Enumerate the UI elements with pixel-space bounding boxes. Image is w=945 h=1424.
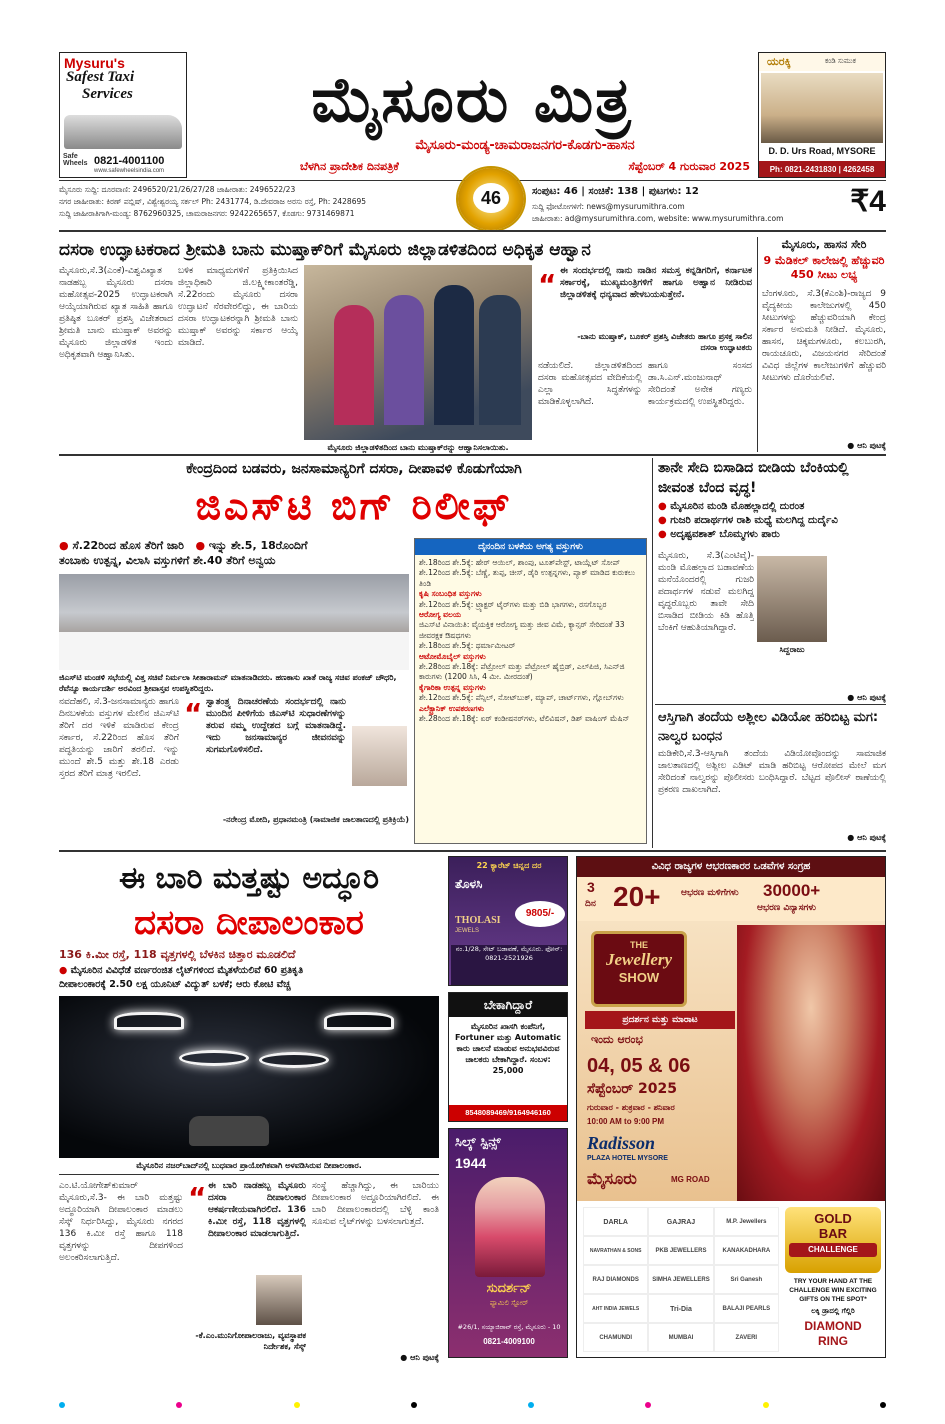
gst-bullet-3: ತಂಬಾಕು ಉತ್ಪನ್ನ, ವಿಲಾಸಿ ವಸ್ತುಗಳಿಗೆ ಶೇ.40 ತೆರಿಗೆ ಅನ್ವಯ	[59, 554, 276, 567]
brand-logo: NAVRATHAN & SONS	[583, 1236, 648, 1265]
saree-model-image	[475, 1177, 545, 1277]
tholasi-addr: ನಂ.1/28, ಸೇಟ್ ಬಡಾವಣೆ, ಮೈಸೂರು. ಫೋನ್: 0821-2521926	[451, 945, 567, 985]
js-venue-1: Radisson	[587, 1133, 656, 1153]
tholasi-price: 9805/-	[515, 901, 565, 927]
js-ring-3: RING	[818, 1334, 848, 1348]
js-logo	[591, 931, 687, 1007]
jewel-ad-addr: D. D. Urs Road, MYSORE	[768, 146, 876, 156]
gst-items-box	[414, 538, 647, 844]
silk-title: ಸಿಲ್ಕ್ ಸ್ಪಿನ್ಸ್	[455, 1135, 501, 1150]
gst-item-heading: ಕೈಗಾರಿಕಾ ಉತ್ಪನ್ನ ವಸ್ತುಗಳು	[419, 682, 486, 692]
oldman-bullet-1: ● ಮೈಸೂರಿನ ಮಂಡಿ ಮೊಹಲ್ಲಾದಲ್ಲಿ ದುರಂತ	[658, 500, 886, 514]
contact-left-3: ಸುದ್ದಿ ಜಾಹೀರಾತಿಗಾಗಿ-ಮಂಡ್ಯ: 8762960325, ಚಾಮರಾಜನಗರ: 9242265657, ಕೊಡಗು: 9731469871	[59, 209, 355, 218]
brand-logo: DARLA	[583, 1207, 648, 1236]
silk-year: 1944	[455, 1155, 487, 1171]
jewel-shop-ad[interactable]	[758, 52, 886, 178]
gst-item-heading: ಆಟೋಮೊಬೈಲ್ ವಸ್ತುಗಳು	[419, 651, 486, 661]
gst-headline[interactable]: ಜಿಎಸ್‌ಟಿ ಬಿಗ್ ರಿಲೀಫ್	[195, 484, 513, 528]
oldman-byline: ● ಆನಿ ಪುಟಕ್ಕೆ	[847, 693, 886, 702]
lead-quote: ಈ ಸಂದರ್ಭದಲ್ಲಿ ನಾನು ನಾಡಿನ ಸಮಸ್ತ ಕನ್ನಡಿಗರಿಗೆ, ಕರ್ನಾಟಕ ಸರ್ಕಾರಕ್ಕೆ, ಮುಖ್ಯಮಂತ್ರಿಗಳಿಗೆ ಹಾಗೂ ಅಹ್ವಾನ ನೀಡಿರುವ ಜಿಲ್ಲಾಡಳಿತಕ್ಕೆ ಧನ್ಯವಾದ ಹೇಳಬಯಸುತ್ತೇನೆ.	[560, 266, 752, 300]
gst-bullets	[59, 538, 409, 568]
light-decoration-icon	[324, 1012, 394, 1030]
dasara-bullet-1: ● ಮೈಸೂರಿನ ವಿವಿಧೆಡೆ ವರ್ಣರಂಜಿತ ಲೈಟ್‌ಗಳಿಂದ ಮೈತಳೆಯಲಿವೆ 60 ಪ್ರತಿಕೃತಿ	[59, 964, 439, 978]
lead-col1: ಮೈಸೂರು,ಸೆ.3(ಎಂಕೆ)-ವಿಶ್ವವಿಖ್ಯಾತ ನಾಡಹಬ್ಬ ಮೈಸೂರು ದಸರಾ ಮಹೋತ್ಸವ-2025 ಉದ್ಘಾಟಕರಾಗಿ ಆಯ್ಕೆಯಾಗಿರುವ ಖ್ಯಾತ ಸಾಹಿತಿ ಹಾಗೂ ಪ್ರತಿಷ್ಠಿತ ಬೂಕರ್ ಪ್ರಶಸ್ತಿ ವಿಜೇತರಾದ ಶ್ರೀಮತಿ ಬಾನು ಮುಷ್ತಾಕ್ ಅವರನ್ನು ಮೈಸೂರು ಜಿಲ್ಲಾಡಳಿತ ಇಂದು ಅಧಿಕೃತವಾಗಿ ಆಹ್ವಾನಿಸಿತು.	[59, 266, 173, 360]
js-try-text: TRY YOUR HAND AT THE CHALLENGE WIN EXCITING GIFTS ON THE SPOT*	[789, 1278, 877, 1303]
wanted-ad[interactable]	[448, 992, 568, 1122]
wanted-title: ಬೇಕಾಗಿದ್ದಾರೆ	[449, 993, 567, 1017]
contact-left-2: ನಗರ ಜಾಹೀರಾತು: ಕಿರಣ್ ಪಬ್ಲಿಷ್, ವಿಶ್ವೇಶ್ವರಯ್ಯ ಸರ್ಕಲ್ Ph: 2431774, ಡಿ.ದೇವರಾಜ ಅರಸು ರಸ್ತೆ, Ph: 2428695	[59, 197, 367, 206]
quote-mark-icon: “	[538, 268, 557, 301]
oldman-photo	[757, 556, 827, 642]
modi-photo	[352, 726, 407, 786]
gst-photo-caption: ಜಿಎಸ್‌ಟಿ ಮಂಡಳಿ ಸಭೆಯಲ್ಲಿ ವಿತ್ತ ಸಚಿವೆ ನಿರ್ಮಲಾ ಸೀತಾರಾಮನ್ ಮಾತನಾಡಿದರು. ಹಣಕಾಸು ಖಾತೆ ರಾಜ್ಯ ಸಚಿವ ಪಂಕಜ್ ಚೌಧರಿ, ರೆವೆನ್ಯೂ ಕಾರ್ಯದರ್ಶಿ ಅರವಿಂದ ಶ್ರೀವಾಸ್ತವ ಉಪಸ್ಥಿತರಿದ್ದರು.	[59, 673, 397, 693]
js-days-label: ದಿನ	[585, 899, 596, 909]
tholasi-brand: THOLASI	[455, 915, 501, 926]
side-body: ಬೆಂಗಳೂರು, ಸೆ.3(ಕೆಎಂಶಿ)-ರಾಜ್ಯದ 9 ವೈದ್ಯಕೀಯ ಕಾಲೇಜುಗಳಲ್ಲಿ 450 ಸೀಟುಗಳನ್ನು ಹೆಚ್ಚುವರಿಯಾಗಿ ಕೇಂದ್ರ ಸರ್ಕಾರ ಅನುಮತಿ ನೀಡಿದೆ. ಮೈಸೂರು, ಹಾಸನ, ಚಿಕ್ಕಮಗಳೂರು, ಕಲಬುರಗಿ, ರಾಯಚೂರು, ವಿಜಯನಗರ ಸೇರಿದಂತೆ ವಿವಿಧ ಜಿಲ್ಲೆಗಳ ಕಾಲೇಜುಗಳಿಗೆ ಹೆಚ್ಚುವರಿ ಸೀಟುಗಳು ದೊರೆಯಲಿವೆ.	[762, 289, 886, 383]
gst-quote-text: ಸ್ವಾತಂತ್ರ್ಯ ದಿನಾಚರಣೆಯ ಸಂದರ್ಭದಲ್ಲಿ ನಾನು ಮುಂದಿನ ಪೀಳಿಗೆಯ ಜಿಎಸ್‌ಟಿ ಸುಧಾರಣೆಗಳನ್ನು ತರುವ ನಮ್ಮ ಉದ್ದೇಶದ ಬಗ್ಗೆ ಮಾತನಾಡಿದ್ದೆ. ಇದು ಜನಸಾಮಾನ್ಯರ ಜೀವನವನ್ನು ಸುಗಮಗೊಳಿಸಲಿದೆ.	[206, 697, 346, 755]
js-ring-2: DIAMOND	[804, 1319, 862, 1333]
contact-right-1: ಸುದ್ದಿ ಫೋಟೋಗಳಿಗೆ: news@mysurumithra.com	[532, 202, 685, 211]
gold-bar-3: CHALLENGE	[789, 1243, 877, 1257]
gst-item-heading: ಕೃಷಿ ಸಂಬಂಧಿತ ವಸ್ತುಗಳು	[419, 589, 482, 599]
jewel-shop-photo	[761, 73, 883, 143]
edition-line: ಬೆಳಗಿನ ಪ್ರಾದೇಶಿಕ ದಿನಪತ್ರಿಕೆ	[300, 160, 399, 173]
side-byline: ● ಆನಿ ಪುಟಕ್ಕೆ	[847, 441, 886, 450]
volume-info: ಸಂಪುಟ: 46 | ಸಂಚಿಕೆ: 138 | ಪುಟಗಳು: 12	[532, 186, 699, 197]
js-designs: 30000+	[763, 881, 821, 900]
dasara-caption: ಮೈಸೂರಿನ ನಜರ್‌ಬಾದ್‌ನಲ್ಲಿ ಬುಧವಾರ ಪ್ರಾಯೋಗಿಕವಾಗಿ ಅಳವಡಿಸಿರುವ ದೀಪಾಲಂಕಾರ.	[136, 1161, 362, 1170]
taxi-image	[64, 115, 182, 149]
js-logo-3: SHOW	[618, 970, 660, 985]
video-headline[interactable]: ಆಸ್ತಿಗಾಗಿ ತಂದೆಯ ಅಶ್ಲೀಲ ವಿಡಿಯೋ ಹರಿಬಿಟ್ಟ ಮಗ: ನಾಲ್ವರ ಬಂಧನ	[658, 710, 879, 744]
tholasi-top: 22 ಕ್ಯಾರೆಟ್ ಚಿನ್ನದ ದರ	[476, 861, 542, 870]
taxi-ad-title1: Mysuru's	[64, 55, 125, 71]
gst-meeting-photo[interactable]	[59, 574, 409, 670]
brand-logo: AHT INDIA JEWELS	[583, 1294, 648, 1323]
tholasi-name: ತೊಳಸಿ	[455, 877, 483, 891]
gst-item-heading: ಆರೋಗ್ಯ ವಲಯ	[419, 610, 462, 620]
lead-col4: ನಡೆಯಲಿದೆ. ಜಿಲ್ಲಾಡಳಿತದಿಂದ ದಸರಾ ಮಹೋತ್ಸವದ ವೇದಿಕೆಯಲ್ಲಿ ಎಲ್ಲಾ ಸಿದ್ಧತೆಗಳನ್ನು ಮಾಡಿಕೊಳ್ಳಲಾಗಿದೆ.	[538, 361, 642, 407]
oldman-bullet-2: ● ಗುಜರಿ ಪದಾರ್ಥಗಳ ರಾಶಿ ಮಧ್ಯೆ ಮಲಗಿದ್ದ ದುರ್ದೈವಿ	[658, 514, 886, 528]
gst-quote-by: -ನರೇಂದ್ರ ಮೋದಿ, ಪ್ರಧಾನಮಂತ್ರಿ (ಸಾಮಾಜಿಕ ಜಾಲತಾಣದಲ್ಲಿ ಪ್ರತಿಕ್ರಿಯೆ)	[222, 815, 409, 824]
taxi-ad-brand: Safe Wheels	[63, 153, 88, 167]
gst-bullet-1: ● ಸೆ.22ರಿಂದ ಹೊಸ ತೆರಿಗೆ ಜಾರಿ	[59, 539, 184, 552]
lead-col5: ಹಾಗೂ ಸಂಸದ ಡಾ.ಸಿ.ಎನ್.ಮಂಜುನಾಥ್ ಸೇರಿದಂತೆ ಅನೇಕ ಗಣ್ಯರು ಕಾರ್ಯಕ್ರಮದಲ್ಲಿ ಉಪಸ್ಥಿತರಿದ್ದರು.	[648, 361, 752, 407]
oldman-bullet-3: ● ಅದೃಷ್ಟವಶಾತ್ ಬೊಮ್ಮಗಳು ಪಾರು	[658, 528, 886, 542]
silk-brand: ಸುದರ್ಶನ್	[486, 1281, 532, 1296]
brand-logo: CHAMUNDI	[583, 1323, 648, 1352]
brand-logo: KANAKADHARA	[714, 1236, 779, 1265]
silk-sub: ಫ್ಯಾಮಿಲಿ ಸ್ಟೋರ್	[489, 1299, 529, 1307]
contact-left-1: ಮೈಸೂರು ಸುದ್ದಿ: ದೂರವಾಣಿ: 2496520/21/26/27/28 ಜಾಹೀರಾತು: 2496522/23	[59, 185, 296, 194]
js-model-image	[737, 925, 885, 1201]
lead-quote-by: -ಬಾನು ಮುಷ್ತಾಕ್, ಬೂಕರ್ ಪ್ರಶಸ್ತಿ ವಿಜೇತರು ಹಾಗೂ ಪ್ರಸಕ್ತ ಸಾಲಿನ ದಸರಾ ಉದ್ಘಾಟಕರು	[577, 332, 752, 352]
dasara-body-3: ಸಂಸ್ಥೆ ಹೆಚ್ಚಾಗಿದ್ದು, ಈ ಬಾರಿಯು ದೀಪಾಲಂಕಾರ ಅದ್ದೂರಿಯಾಗಿರಲಿದೆ. ಈ ಬಾರಿ ದೀಪಾಲಂಕಾರದಲ್ಲಿ ಬೆಳ್ಳಿ ಕಾಂತಿ ಸೂಸುವ ಲೈಟ್‌ಗಳನ್ನು ಬಳಸಲಾಗುತ್ತದೆ.	[312, 1181, 439, 1227]
js-start: ಇಂದು ಆರಂಭ	[591, 1033, 643, 1046]
gst-item: ಜಿಎಸ್‌ಟಿ ವಿನಾಯಿತಿ: ವೈಯಕ್ತಿಕ ಆರೋಗ್ಯ ಮತ್ತು ಜೀವ ವಿಮೆ, ಕ್ಯಾನ್ಸರ್ ಸೇರಿದಂತೆ 33 ಜೀವರಕ್ಷಕ ಔಷಧಗಳು	[419, 620, 625, 640]
side-kicker: ಮೈಸೂರು, ಹಾಸನ ಸೇರಿ	[781, 238, 867, 251]
brand-logo: MUMBAI	[648, 1323, 713, 1352]
gst-box-title: ದೈನಂದಿನ ಬಳಕೆಯ ಅಗತ್ಯ ವಸ್ತುಗಳು	[415, 539, 646, 555]
tholasi-sub: JEWELS	[455, 928, 480, 934]
wanted-body: ಮೈಸೂರಿನ ಖಾಸಗಿ ಕಂಪೆನಿಗೆ, Fortuner ಮತ್ತು Automatic ಕಾರು ಚಾಲನೆ ಮಾಡುವ ಅನುಭವವಿರುವ ಚಾಲಕರು ಬೇಕಾಗಿದ್ದಾರೆ. ಸಂಬಳ: 25,000	[454, 1022, 562, 1075]
quote-mark-icon: “	[184, 697, 203, 730]
brand-logo: Sri Ganesh	[714, 1265, 779, 1294]
silk-ad[interactable]	[448, 1128, 568, 1358]
brand-logo: GAJRAJ	[648, 1207, 713, 1236]
anniversary-number: 46	[473, 183, 509, 213]
js-road: MG ROAD	[671, 1175, 710, 1184]
gst-item: ಶೇ.28ರಿಂದ ಶೇ.18ಕ್ಕೆ: ಏರ್ ಕಂಡೀಷನರ್‌ಗಳು, ಟೆಲಿವಿಷನ್, ಡಿಶ್ ವಾಷಿಂಗ್ ಮೆಷಿನ್	[419, 714, 630, 724]
taxi-ad-title3: Services	[82, 86, 133, 102]
lead-photo-caption: ಮೈಸೂರು ಜಿಲ್ಲಾಡಳಿತದಿಂದ ಬಾನು ಮುಷ್ತಾಕ್‌ರನ್ನು ಆಹ್ವಾನಿಸಲಾಯಿತು.	[327, 443, 509, 452]
silk-phone: 0821-4009100	[483, 1337, 535, 1346]
dasara-line1[interactable]: ಈ ಬಾರಿ ಮತ್ತಷ್ಟು ಅದ್ಧೂರಿ	[119, 861, 379, 896]
official-photo	[256, 1275, 302, 1325]
gst-item: ಶೇ.12ರಿಂದ ಶೇ.5ಕ್ಕೆ: ಬೆಣ್ಣೆ, ತುಪ್ಪ, ಚೀಸ್, ಡೈರಿ ಉತ್ಪನ್ನಗಳು, ಪ್ಯಾಕ್ ಮಾಡಿದ ಕುರುಕಲು ತಿಂಡಿ	[419, 568, 636, 588]
js-month: ಸೆಪ್ಟೆಂಬರ್ 2025	[587, 1081, 677, 1097]
brand-logo: PKB JEWELLERS	[648, 1236, 713, 1265]
js-days-of-week: ಗುರುವಾರ - ಶುಕ್ರವಾರ - ಶನಿವಾರ	[587, 1103, 675, 1112]
gst-item: ಶೇ.28ರಿಂದ ಶೇ.18ಕ್ಕೆ: ಪೆಟ್ರೋಲ್ ಮತ್ತು ಪೆಟ್ರೋಲ್ ಹೈಬ್ರಿಡ್, ಎಲ್‌ಪಿಜಿ, ಸಿಎನ್‌ಜಿ ಕಾರುಗಳು (1200 ಸಿಸಿ, 4 ಮೀ. ಮೀರದಂತೆ)	[419, 662, 625, 682]
light-decoration-icon	[179, 1050, 249, 1066]
print-color-marks	[59, 1402, 886, 1410]
masthead: ಮೈಸೂರು ಮಿತ್ರ	[311, 63, 633, 136]
oldman-body-1: ಮೈಸೂರು, ಸೆ.3(ಎಂಟಿವೈ)-ಮಂಡಿ ಮೊಹಲ್ಲಾದ ಬಡಾವಣೆಯ ಮನೆಯೊಂದರಲ್ಲಿ ಗುಜರಿ ಪದಾರ್ಥಗಳ ನಡುವೆ ಮಲಗಿದ್ದ ವೃದ್ಧರೊಬ್ಬರು ತಾವೇ ಸೇದಿ ಬಿಸಾಡಿದ ಬೀಡಿಯ ಕಿಡಿ ಹೊತ್ತಿ ಬೆಂಕಿಗೆ ಆಹುತಿಯಾಗಿದ್ದಾರೆ.	[658, 551, 754, 633]
taxi-ad-web: www.safewheelsindia.com	[94, 168, 165, 174]
oldman-bullets	[658, 500, 886, 542]
js-time: 10:00 AM to 9:00 PM	[587, 1117, 665, 1126]
gst-item: ಶೇ.18ರಿಂದ ಶೇ.5ಕ್ಕೆ: ಥರ್ಮಾಮೀಟರ್	[419, 641, 516, 651]
contact-right-2: ಜಾಹೀರಾತು: ad@mysurumithra.com, website: www.mysurumithra.com	[532, 214, 784, 223]
wanted-phone: 8548089469/9164946160	[449, 1105, 567, 1121]
dasara-line2[interactable]: ದಸರಾ ದೀಪಾಲಂಕಾರ	[134, 903, 364, 943]
brand-logo: ZAVERI	[714, 1323, 779, 1352]
lead-col2: ಬಳಿಕ ಮಾಧ್ಯಮಗಳಿಗೆ ಪ್ರತಿಕ್ರಿಯಿಸಿದ ಜಿಲ್ಲಾಧಿಕಾರಿ ಜಿ.ಲಕ್ಷ್ಮೀಕಾಂತರೆಡ್ಡಿ, ಸೆ.22ರಂದು ಮೈಸೂರು ದಸರಾ ಉದ್ಘಾಟನೆ ನೆರವೇರಲಿದ್ದು, ಈ ಬಾರಿಯ ದಸರಾ ಉದ್ಘಾಟಕರನ್ನಾಗಿ ಶ್ರೀಮತಿ ಬಾನು ಮುಷ್ತಾಕ್ ಅವರನ್ನು ಸರ್ಕಾರ ಆಯ್ಕೆ ಮಾಡಿದೆ.	[178, 266, 298, 348]
side-headline[interactable]: 9 ಮೆಡಿಕಲ್ ಕಾಲೇಜಲ್ಲಿ ಹೆಚ್ಚುವರಿ 450 ಸೀಟು ಲಭ್ಯ	[763, 254, 885, 281]
gst-bullet-2: ● ಇನ್ನು ಶೇ.5, 18ರೊಂದಿಗೆ	[195, 539, 307, 552]
gst-item: ಶೇ.12ರಿಂದ ಶೇ.5ಕ್ಕೆ: ಪೆನ್ಸಿಲ್, ನೋಟ್‌ಬುಕ್, ಮ್ಯಾಪ್, ಚಾರ್ಟ್‌ಗಳು, ಗ್ಲೋಬ್‌ಗಳು	[419, 693, 624, 703]
lead-quote-box	[538, 265, 752, 355]
issue-date: ಸೆಪ್ಟೆಂಬರ್ 4 ಗುರುವಾರ 2025	[628, 160, 750, 173]
lead-photo[interactable]	[304, 265, 532, 440]
dasara-photo[interactable]	[59, 996, 439, 1158]
jewellery-show-ad[interactable]	[576, 856, 886, 1358]
js-brand-grid	[583, 1207, 779, 1353]
js-logo-2: Jewellery	[605, 950, 673, 969]
jewel-ad-phone: Ph: 0821-2431830 | 4262458	[759, 161, 885, 178]
gst-item: ಶೇ.18ರಿಂದ ಶೇ.5ಕ್ಕೆ: ಹೇರ್ ಆಯಿಲ್, ಶಾಂಪು, ಟೂತ್‌ಪೇಸ್ಟ್, ಟಾಯ್ಲೆಟ್ ಸೋಪ್	[419, 558, 621, 567]
gold-bar-badge	[785, 1207, 881, 1273]
quote-mark-icon: “	[188, 1181, 207, 1214]
js-stalls-label: ಆಭರಣ ಮಳಿಗೆಗಳು	[681, 888, 739, 898]
brand-logo: RAJ DIAMONDS	[583, 1265, 648, 1294]
brand-logo: SIMHA JEWELLERS	[648, 1265, 713, 1294]
gst-body-1: ನವದೆಹಲಿ, ಸೆ.3-ಜನಸಾಮಾನ್ಯರು ಹಾಗೂ ದಿನಬಳಕೆಯ ವಸ್ತುಗಳ ಮೇಲಿನ ಜಿಎಸ್‌ಟಿ ತೆರಿಗೆ ದರ ಇಳಿಕೆ ಮಾಡಿರುವ ಕೇಂದ್ರ ಸರ್ಕಾರ, ಸೆ.22ರಿಂದ ಹೊಸ ತೆರಿಗೆ ಪದ್ಧತಿಯನ್ನು ಜಾರಿಗೆ ತರಲಿದೆ. ಇನ್ನು ಮುಂದೆ ಶೇ.5 ಮತ್ತು ಶೇ.18 ಎರಡು ಸ್ತರದ ತೆರಿಗೆ ಮಾತ್ರ ಇರಲಿದೆ.	[59, 697, 179, 779]
video-body: ಮಡಿಕೇರಿ,ಸೆ.3-ಆಸ್ತಿಗಾಗಿ ತಂದೆಯ ವಿಡಿಯೋವೊಂದನ್ನು ಸಾಮಾಜಿಕ ಜಾಲತಾಣದಲ್ಲಿ ಅಶ್ಲೀಲ ಎಡಿಟ್ ಮಾಡಿ ಹರಿಬಿಟ್ಟ ಆರೋಪದ ಮೇಲೆ ಮಗ ಸೇರಿದಂತೆ ನಾಲ್ವರನ್ನು ಪೊಲೀಸರು ಬಂಧಿಸಿದ್ದಾರೆ. ಬೆಟ್ಟದ ಪೊಲೀಸ್ ಠಾಣೆಯಲ್ಲಿ ಪ್ರಕರಣ ದಾಖಲಾಗಿದೆ.	[658, 749, 886, 795]
brand-logo: BALAJI PEARLS	[714, 1294, 779, 1323]
anniversary-badge	[458, 168, 524, 230]
light-decoration-icon	[259, 1052, 329, 1068]
masthead-regions: ಮೈಸೂರು-ಮಂಡ್ಯ-ಚಾಮರಾಜನಗರ-ಕೊಡಗು-ಹಾಸನ	[415, 138, 635, 153]
js-days: 3	[587, 879, 595, 895]
oldman-headline[interactable]: ತಾನೇ ಸೇದಿ ಬಿಸಾಡಿದ ಬೀಡಿಯ ಬೆಂಕಿಯಲ್ಲಿ ಜೀವಂತ ಬೆಂದ ವೃದ್ಧ!	[658, 460, 849, 496]
js-top-banner: ವಿವಿಧ ರಾಜ್ಯಗಳ ಆಭರಣಕಾರರ ಒಡವೆಗಳ ಸಂಗ್ರಹ	[577, 857, 885, 877]
taxi-ad-phone: 0821-4001100	[94, 155, 165, 167]
js-stalls: 20+	[613, 881, 661, 912]
taxi-ad-title2: Safest Taxi	[66, 69, 135, 85]
js-logo-1: THE	[630, 940, 648, 950]
js-designs-label: ಆಭರಣ ವಿನ್ಯಾಸಗಳು	[757, 903, 816, 913]
tholasi-ad[interactable]	[448, 856, 568, 986]
jewel-ad-sub: ಕಂಡಿ ಸುಮುಕ	[825, 57, 856, 65]
gold-bar-2: BAR	[818, 1226, 848, 1241]
brand-logo: Tri-Dia	[648, 1294, 713, 1323]
oldman-photo-caption: ಸಿದ್ದರಾಜು	[779, 645, 805, 654]
js-ring-1: ಲಕ್ಕಿ ಡ್ರಾದಲ್ಲಿ ಗೆಲ್ಲಿರಿ	[811, 1307, 855, 1315]
dasara-sub: 136 ಕಿ.ಮೀ ರಸ್ತೆ, 118 ವೃತ್ತಗಳಲ್ಲಿ ಬೆಳಕಿನ ಚಿತ್ತಾರ ಮೂಡಲಿದೆ	[59, 948, 296, 961]
silk-addr: #26/1, ಸಯ್ಯಾಜಿರಾವ್ ರಸ್ತೆ, ಮೈಸೂರು - 10	[457, 1323, 561, 1331]
dasara-quote-by: -ಕೆ.ಎಂ.ಮುನಿಗೋಪಾಲರಾಜು, ವ್ಯವಸ್ಥಾಪಕ ನಿರ್ದೇಶಕ, ಸೆಸ್ಕ್	[195, 1331, 306, 1351]
gst-kicker: ಕೇಂದ್ರದಿಂದ ಬಡವರು, ಜನಸಾಮಾನ್ಯರಿಗೆ ದಸರಾ, ದೀಪಾವಳಿ ಕೊಡುಗೆಯಾಗಿ	[186, 461, 522, 477]
brand-logo: M.P. Jewellers	[714, 1207, 779, 1236]
taxi-ad[interactable]	[59, 52, 187, 178]
js-dates: 04, 05 & 06	[587, 1055, 691, 1077]
gold-bar-1: GOLD	[814, 1211, 852, 1226]
gst-item: ಶೇ.12ರಿಂದ ಶೇ.5ಕ್ಕೆ: ಟ್ರ್ಯಾಕ್ಟರ್ ಟೈರ್‌ಗಳು ಮತ್ತು ಬಿಡಿ ಭಾಗಗಳು, ರಸಗೊಬ್ಬರ	[419, 599, 607, 609]
video-byline: ● ಆನಿ ಪುಟಕ್ಕೆ	[847, 833, 886, 842]
lead-headline[interactable]: ದಸರಾ ಉದ್ಘಾಟಕರಾದ ಶ್ರೀಮತಿ ಬಾನು ಮುಷ್ತಾಕ್‌ರಿಗೆ ಮೈಸೂರು ಜಿಲ್ಲಾಡಳಿತದಿಂದ ಅಧಿಕೃತ ಆಹ್ವಾನ	[59, 240, 591, 260]
dasara-bullets	[59, 964, 439, 992]
dasara-byline: ● ಆನಿ ಪುಟಕ್ಕೆ	[400, 1353, 439, 1362]
dasara-quote	[188, 1180, 306, 1358]
dasara-body-1: ಎಂ.ಟಿ.ಯೋಗೇಶ್‌ಕುಮಾರ್ ಮೈಸೂರು,ಸೆ.3- ಈ ಬಾರಿ ಮತ್ತಷ್ಟು ಅದ್ಧೂರಿಯಾಗಿ ದೀಪಾಲಂಕಾರ ಮಾಡಲು ಸೆಸ್ಕ್ ನಿರ್ಧರಿಸಿದ್ದು, ಮೈಸೂರು ನಗರದ 136 ಕಿ.ಮೀ ರಸ್ತೆ ಹಾಗೂ 118 ವೃತ್ತಗಳನ್ನು ದೀಪಗಳಿಂದ ಅಲಂಕರಿಸಲಾಗುತ್ತಿದೆ.	[59, 1181, 183, 1263]
js-venue-2: PLAZA HOTEL MYSORE	[587, 1155, 668, 1162]
js-city: ಮೈಸೂರು	[587, 1169, 637, 1188]
price: ₹4	[850, 185, 886, 218]
light-decoration-icon	[114, 1012, 184, 1030]
js-expo: ಪ್ರದರ್ಶನ ಮತ್ತು ಮಾರಾಟ	[585, 1011, 735, 1029]
dasara-quote-text: ಈ ಬಾರಿ ನಾಡಹಬ್ಬ ಮೈಸೂರು ದಸರಾ ದೀಪಾಲಂಕಾರ ಆಕರ್ಷಣೀಯವಾಗಿರಲಿದೆ. 136 ಕಿ.ಮೀ ರಸ್ತೆ, 118 ವೃತ್ತಗಳಲ್ಲಿ ದೀಪಾಲಂಕಾರ ಮಾಡಲಾಗುತ್ತಿದೆ.	[208, 1181, 306, 1239]
gst-quote	[184, 696, 409, 844]
dasara-bullet-2: ದೀಪಾಲಂಕಾರಕ್ಕೆ 2.50 ಲಕ್ಷ ಯೂನಿಟ್ ವಿದ್ಯುತ್ ಬಳಕೆ; ಆರು ಕೋಟಿ ವೆಚ್ಚ	[59, 979, 291, 990]
jewel-ad-name: ಯರಕ್ಕಿ	[767, 55, 791, 68]
gst-item-heading: ಎಲೆಕ್ಟ್ರಾನಿಕ್ ಉಪಕರಣಗಳು	[419, 703, 485, 713]
